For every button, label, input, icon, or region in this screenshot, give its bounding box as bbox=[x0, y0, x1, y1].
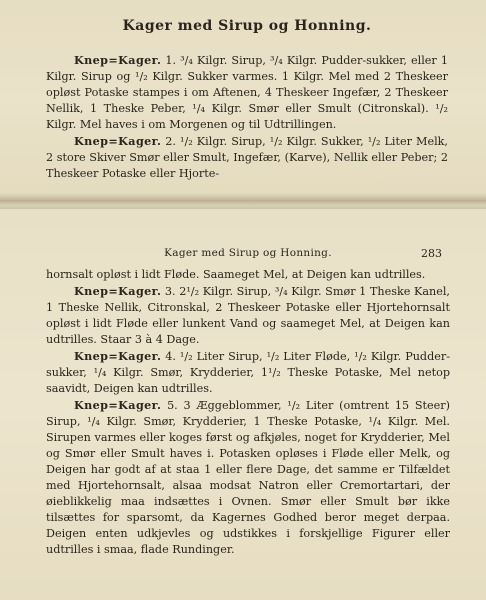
page-fold-shadow bbox=[0, 193, 486, 200]
recipe-3 bbox=[46, 283, 450, 348]
bottom-body bbox=[46, 267, 450, 558]
recipe-text: 3. 2¹/₂ Kilgr. Sirup, ³/₄ Kilgr. Smør 1 Theske Kanel, 1 Theske Nellik, Citronskal, 2 Theskeer Potaske eller Hjortehornsalt opløst i lidt Fløde eller lunkent Vand og saameget Mel, at Deigen kan udtrilles. Staar 3 à 4 Dage. bbox=[46, 285, 450, 346]
recipe-text: 5. 3 Æggeblommer, ¹/₂ Liter (omtrent 15 Steer) Sirup, ¹/₄ Kilgr. Smør, Krydderier, 1 Theske Potaske, ¹/₄ Kilgr. Mel. Sirupen varmes eller koges først og afkjøles, noget for Krydderier, Mel og Smør eller Smult haves i. Potasken opløses i Fløde eller Melk, og Deigen har godt af at staa 1 eller flere Dage, det samme er Tilfældet med Hjortehornsalt, alsaa modsat Natron eller Cremortartari, der øieblikkelig maa indsættes i Ovnen. Smør eller Smult bør ikke tilsættes for sparsomt, da Kagernes Godhed beror meget derpaa. Deigen enten udkjevles og udstikkes i forskjellige Figurer eller udtrilles i smaa, flade Rundinger. bbox=[46, 399, 451, 556]
recipe-label: Knep=Kager. bbox=[74, 349, 162, 363]
top-page bbox=[0, 0, 486, 200]
recipe-text: 2. ¹/₂ Kilgr. Sirup, ¹/₂ Kilgr. Sukker, ¹/₂ Liter Melk, 2 store Skiver Smør eller Smult, Ingefær, (Karve), Nellik eller Peber; 2 Theskeer Potaske eller Hjorte- bbox=[46, 135, 448, 180]
bottom-page bbox=[0, 209, 486, 600]
recipe-2 bbox=[46, 133, 448, 182]
page-title: Kager med Sirup og Honning. bbox=[122, 18, 372, 34]
page-fold bbox=[0, 200, 486, 209]
recipe-5 bbox=[46, 397, 450, 558]
recipe-text: 4. ¹/₂ Liter Sirup, ¹/₂ Liter Fløde, ¹/₂ Kilgr. Pudder-sukker, ¹/₄ Kilgr. Smør, Krydderier, 1¹/₂ Theske Potaske, Mel netop saavidt, Deigen kan udtrilles. bbox=[46, 350, 450, 395]
recipe-4 bbox=[46, 348, 450, 397]
continuation-text: hornsalt opløst i lidt Fløde. Saameget Mel, at Deigen kan udtrilles. bbox=[46, 268, 426, 281]
recipe-label: Knep=Kager. bbox=[74, 53, 162, 67]
running-title: Kager med Sirup og Honning. bbox=[164, 247, 332, 259]
recipe-1 bbox=[46, 52, 448, 133]
page-number: 283 bbox=[421, 247, 442, 260]
recipe-label: Knep=Kager. bbox=[74, 134, 162, 148]
recipe-label: Knep=Kager. bbox=[74, 398, 162, 412]
recipe-label: Knep=Kager. bbox=[74, 284, 162, 298]
running-head bbox=[46, 247, 450, 263]
recipe-text: 1. ³/₄ Kilgr. Sirup, ³/₄ Kilgr. Pudder-sukker, eller 1 Kilgr. Sirup og ¹/₂ Kilgr. Sukker varmes. 1 Kilgr. Mel med 2 Theskeer opløst Potaske stampes i om Aftenen, 4 Theskeer Ingefær, 2 Theskeer Nellik, 1 Theske Peber, ¹/₄ Kilgr. Smør eller Smult (Citronskal). ¹/₂ Kilgr. Mel haves i om Morgenen og til Udtrillingen. bbox=[46, 54, 448, 131]
